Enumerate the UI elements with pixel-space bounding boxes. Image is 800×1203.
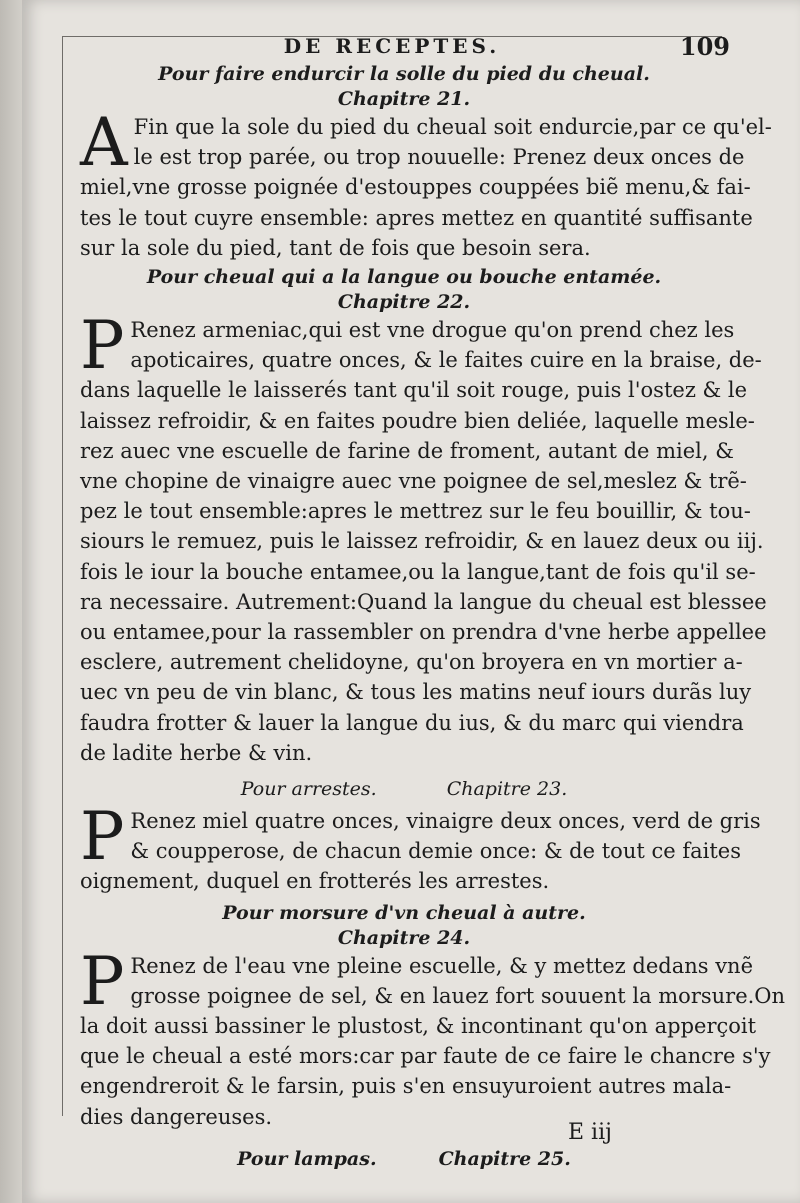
recipe-section	[80, 62, 772, 263]
text-line: Renez armeniac,qui est vne drogue qu'on prend chez les	[130, 318, 735, 343]
section-text	[80, 942, 786, 1132]
text-line: oignement, duquel en frotterés les arrestes.	[80, 869, 550, 894]
catchline-title: Pour lampas.	[237, 1148, 377, 1170]
drop-cap: P	[80, 307, 125, 385]
text-line: Fin que la sole du pied du cheual soit endurcie,par ce qu'el-	[133, 115, 772, 139]
chapter-heading: Chapitre 22.	[337, 291, 471, 314]
section-text	[80, 307, 767, 768]
section-text	[80, 798, 761, 897]
text-line: pez le tout ensemble:apres le mettrez sur le feu bouillir, & tou-	[80, 499, 751, 524]
text-line: de ladite herbe & vin.	[80, 740, 313, 765]
text-line: ra necessaire. Autrement:Quand la langue du cheual est blessee	[80, 589, 767, 614]
text-line: rez auec vne escuelle de farine de froment, autant de miel, &	[80, 438, 734, 463]
page-header	[62, 32, 730, 64]
text-line: siours le remuez, puis le laissez refroidir, & en lauez deux ou iij.	[80, 529, 764, 554]
text-line: Renez miel quatre onces, vinaigre deux onces, verd de gris	[130, 809, 761, 834]
text-line: dans laquelle le laisserés tant qu'il soit rouge, puis l'ostez & le	[80, 378, 748, 403]
text-line: esclere, autrement chelidoyne, qu'on broyera en vn mortier a-	[80, 650, 743, 675]
text-line: miel,vne grosse poignée d'estouppes couppées biẽ menu,& fai-	[80, 175, 751, 200]
chapter-heading: Chapitre 21.	[337, 88, 471, 110]
text-line: faudra frotter & lauer la langue du ius, & du marc qui viendra	[80, 710, 744, 735]
text-line: la doit aussi bassiner le plustost, & incontinant qu'on apperçoit	[80, 1014, 757, 1039]
drop-cap: A	[80, 104, 128, 181]
running-head: DE RECEPTES.	[283, 34, 501, 58]
text-line: tes le tout cuyre ensemble: apres mettez en quantité suffisante	[80, 205, 753, 230]
text-line: fois le iour la bouche entamee,ou la langue,tant de fois qu'il se-	[80, 559, 756, 584]
page-number: 109	[679, 32, 730, 61]
drop-cap: P	[80, 798, 125, 876]
text-line: apoticaires, quatre onces, & le faites cuire en la braise, de-	[130, 348, 762, 373]
text-line: uec vn peu de vin blanc, & tous les matins neuf iours durãs luy	[80, 680, 752, 705]
text-line: le est trop parée, ou trop nouuelle: Prenez deux onces de	[133, 145, 745, 170]
text-line: & coupperose, de chacun demie once: & de tout ce faites	[130, 839, 741, 864]
text-line: ou entamee,pour la rassembler on prendra d'vne herbe appellee	[80, 620, 767, 645]
catchline	[80, 1148, 728, 1170]
section-title: Pour morsure d'vn cheual à autre.	[222, 901, 586, 924]
chapter-heading: Chapitre 23.	[446, 778, 568, 801]
catchline-chapter: Chapitre 25.	[438, 1148, 571, 1170]
drop-cap: P	[80, 942, 125, 1020]
text-line: engendreroit & le farsin, puis s'en ensuyuroient autres mala-	[80, 1074, 732, 1099]
text-line: vne chopine de vinaigre auec vne poignee de sel,meslez & trẽ-	[80, 469, 747, 494]
recipe-section	[80, 901, 786, 1132]
text-line: sur la sole du pied, tant de fois que besoin sera.	[80, 235, 591, 260]
recipe-section	[80, 265, 767, 768]
recipe-section	[80, 776, 761, 897]
signature-mark: E iij	[568, 1120, 612, 1145]
section-text	[80, 104, 772, 263]
text-line: dies dangereuses.	[80, 1104, 273, 1129]
text-line: Renez de l'eau vne pleine escuelle, & y mettez dedans vnẽ	[130, 953, 754, 978]
section-title: Pour cheual qui a la langue ou bouche entamée.	[146, 266, 662, 289]
text-line: grosse poignee de sel, & en lauez fort souuent la morsure.On	[130, 983, 786, 1008]
section-title: Pour arrestes.	[240, 778, 377, 801]
section-heading-row	[80, 776, 728, 802]
text-line: laissez refroidir, & en faites poudre bien deliée, laquelle mesle-	[80, 408, 755, 433]
section-title: Pour faire endurcir la solle du pied du cheual.	[158, 63, 650, 85]
text-line: que le cheual a esté mors:car par faute de ce faire le chancre s'y	[80, 1044, 771, 1069]
margin-rule	[62, 36, 63, 1116]
page-gutter	[0, 0, 22, 1203]
chapter-heading: Chapitre 24.	[337, 926, 471, 949]
